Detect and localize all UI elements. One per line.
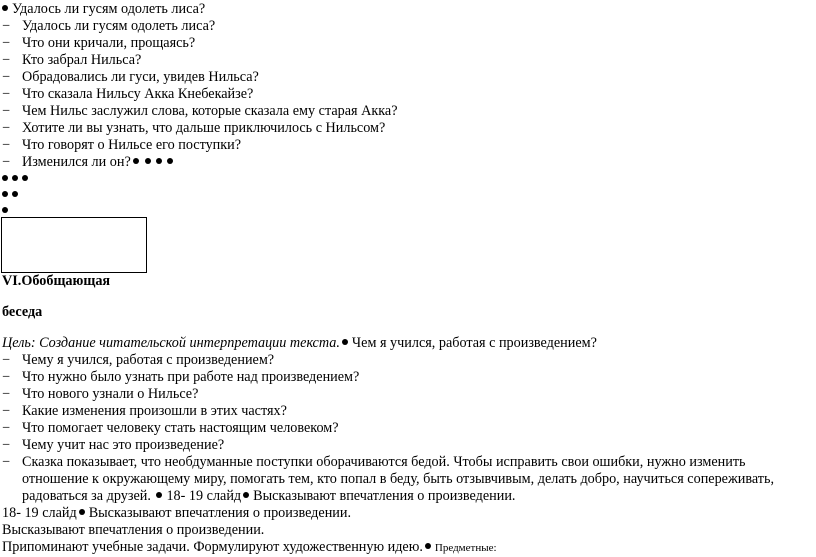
bullet-icon bbox=[12, 191, 18, 197]
bullet-icon bbox=[79, 509, 85, 515]
tail-line: Припоминают учебные задачи. Формулируют художественную идею. Предметные: bbox=[2, 539, 497, 555]
list-item: − Что нужно было узнать при работе над произведением? bbox=[2, 369, 360, 385]
bullet-icon bbox=[243, 492, 249, 498]
list-item: − Что говорят о Нильсе его поступки? bbox=[2, 137, 242, 153]
list-item: − Что помогает человеку стать настоящим человеком? bbox=[2, 420, 339, 436]
list-item: − Удалось ли гусям одолеть лиса? bbox=[2, 18, 216, 34]
list-item: − Сказка показывает, что необдуманные поступки оборачиваются бедой. Чтобы исправить свои ошибки, нужно изменить bbox=[2, 454, 746, 470]
list-item: − Что сказала Нильсу Акка Кнебекайзе? bbox=[2, 86, 254, 102]
tail-line: Высказывают впечатления о произведении. bbox=[2, 522, 265, 538]
section-heading: VI.Обобщающая bbox=[2, 273, 111, 289]
list-item-continued: отношение к окружающему миру, помогать тем, кто попал в беду, быть отзывчивым, делать добро, научиться сопереживать, bbox=[22, 471, 775, 487]
list-item: − Кто забрал Нильса? bbox=[2, 52, 142, 68]
bullet-icon bbox=[12, 175, 18, 181]
list-item: − Чему я учился, работая с произведением? bbox=[2, 352, 275, 368]
bullet-row bbox=[2, 187, 22, 204]
goal-label: Цель bbox=[2, 335, 31, 351]
list-item: − Чему учит нас это произведение? bbox=[2, 437, 225, 453]
bullet-icon bbox=[145, 158, 151, 164]
bullet-icon bbox=[156, 158, 162, 164]
bullet-icon bbox=[156, 492, 162, 498]
bullet-icon bbox=[425, 543, 431, 549]
bullet-icon bbox=[167, 158, 173, 164]
bullet-line: Удалось ли гусям одолеть лиса? bbox=[2, 1, 205, 18]
bullet-icon bbox=[133, 158, 139, 164]
goal-text: : Создание читательской интерпретации текста. bbox=[30, 335, 340, 351]
bullet-icon bbox=[2, 5, 8, 11]
section-subheading: беседа bbox=[2, 304, 43, 320]
list-item: − Хотите ли вы узнать, что дальше приключилось с Нильсом? bbox=[2, 120, 386, 136]
list-item: − Что нового узнали о Нильсе? bbox=[2, 386, 199, 402]
bullet-icon bbox=[2, 191, 8, 197]
bullet-icon bbox=[2, 207, 8, 213]
list-item-continued: радоваться за друзей. 18- 19 слайд Высказывают впечатления о произведении. bbox=[22, 488, 516, 504]
list-item: − Чем Нильс заслужил слова, которые сказала ему старая Акка? bbox=[2, 103, 398, 119]
list-item: − Что они кричали, прощаясь? bbox=[2, 35, 196, 51]
tail-line: 18- 19 слайд Высказывают впечатления о произведении. bbox=[2, 505, 352, 521]
bullet-icon bbox=[22, 175, 28, 181]
empty-image-frame bbox=[1, 217, 147, 273]
goal-line: Цель: Создание читательской интерпретации текста. Чем я учился, работая с произведением? bbox=[2, 335, 597, 351]
list-item: − Изменился ли он? bbox=[2, 154, 176, 171]
list-item: − Какие изменения произошли в этих частях? bbox=[2, 403, 287, 419]
bullet-icon bbox=[342, 339, 348, 345]
list-item: − Обрадовались ли гуси, увидев Нильса? bbox=[2, 69, 259, 85]
bullet-row bbox=[2, 171, 32, 188]
bullet-icon bbox=[2, 175, 8, 181]
